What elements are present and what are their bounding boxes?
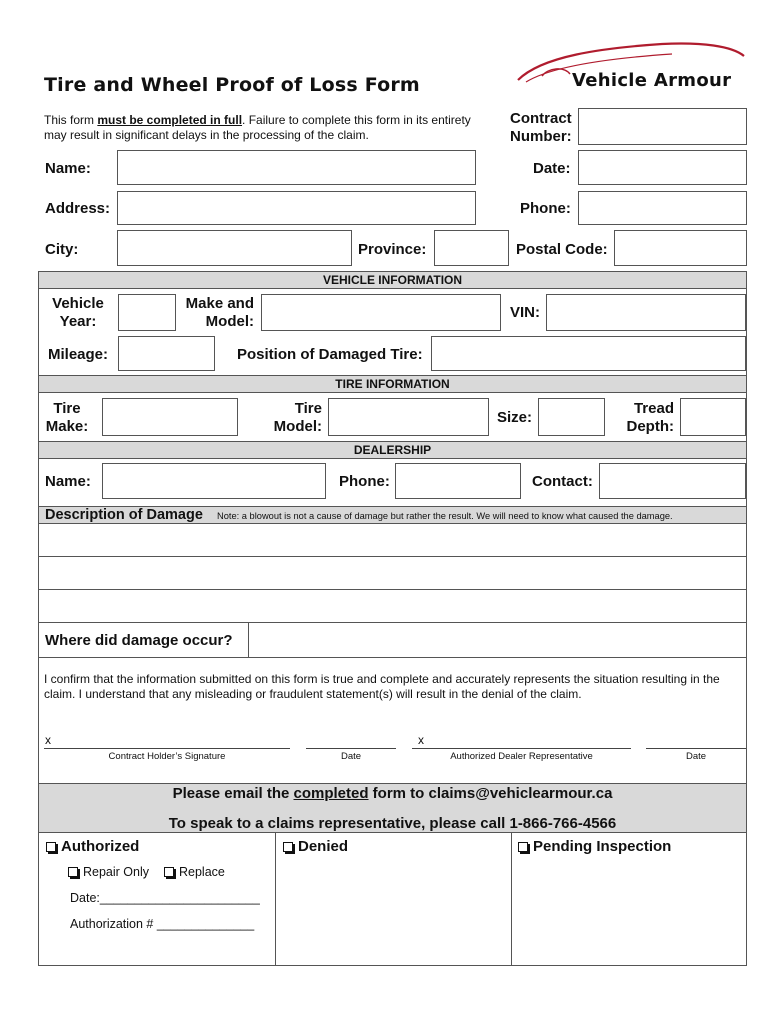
dealer-name-input[interactable] (102, 463, 326, 499)
vehicle-year-label: Vehicle Year: (52, 295, 104, 330)
size-input[interactable] (538, 398, 605, 436)
x-mark-holder: x (45, 733, 51, 747)
damage-line-3[interactable] (38, 589, 747, 623)
phone-instruction: To speak to a claims representative, please call 1-866-766-4566 (168, 815, 617, 832)
postal-code-label: Postal Code: (516, 241, 608, 258)
make-model-input[interactable] (261, 294, 501, 331)
damage-line-1[interactable] (38, 523, 747, 557)
x-mark-dealer: x (418, 733, 424, 747)
contract-number-input[interactable] (578, 108, 747, 145)
checkbox-icon[interactable] (283, 842, 293, 852)
date-input[interactable] (578, 150, 747, 185)
authorization-date-field[interactable]: Date:_______________________ (70, 891, 260, 905)
contact-banner (38, 783, 747, 833)
tire-make-input[interactable] (102, 398, 238, 436)
damage-line-2[interactable] (38, 556, 747, 590)
where-damage-label: Where did damage occur? (45, 632, 233, 649)
make-model-label: Make and Model: (185, 295, 254, 330)
dealer-name-label: Name: (45, 473, 91, 490)
denied-option[interactable]: Denied (283, 838, 348, 856)
vehicle-section-header: VEHICLE INFORMATION (38, 271, 747, 289)
intro-emphasis: must be completed in full (97, 113, 243, 127)
dealer-signature-line[interactable] (412, 748, 631, 749)
date-line-1[interactable] (306, 748, 396, 749)
tire-position-input[interactable] (431, 336, 746, 371)
replace-option[interactable]: Replace (164, 865, 225, 879)
tread-depth-input[interactable] (680, 398, 746, 436)
tire-position-label: Position of Damaged Tire: (237, 346, 423, 363)
authorized-option[interactable]: Authorized (46, 838, 139, 856)
name-label: Name: (45, 160, 91, 177)
tire-section-header: TIRE INFORMATION (38, 375, 747, 393)
tire-make-label: Tire Make: (45, 400, 89, 435)
tire-model-label: Tire Model: (273, 400, 322, 435)
postal-code-input[interactable] (614, 230, 747, 266)
logo (512, 36, 748, 98)
date-label: Date: (533, 160, 571, 177)
mileage-label: Mileage: (48, 346, 109, 363)
tire-model-input[interactable] (328, 398, 489, 436)
vin-label: VIN: (510, 304, 540, 321)
province-label: Province: (358, 241, 427, 258)
holder-signature-caption: Contract Holder’s Signature (108, 751, 226, 762)
vin-input[interactable] (546, 294, 746, 331)
phone-input[interactable] (578, 191, 747, 225)
vehicle-year-input[interactable] (118, 294, 176, 331)
date-line-2[interactable] (646, 748, 746, 749)
page-title: Tire and Wheel Proof of Loss Form (44, 74, 420, 96)
dealer-signature-caption: Authorized Dealer Representative (450, 751, 593, 762)
intro-text: This form must be completed in full. Failure to complete this form in its entirety may result in significant delays in the processing of the claim. (44, 113, 471, 142)
contract-number-label: Contract Number: (510, 110, 572, 145)
repair-only-option[interactable]: Repair Only (68, 865, 149, 879)
date-caption-2: Date (685, 751, 707, 762)
tread-depth-label: Tread Depth: (626, 400, 674, 435)
date-caption-1: Date (340, 751, 362, 762)
where-damage-input[interactable] (248, 622, 747, 658)
confirmation-text: I confirm that the information submitted on this form is true and complete and accurately represents the situation resulting in the claim. I understand that any misleading or fraudulent statement(s) will result in the denial of the claim. (44, 672, 720, 701)
checkbox-icon[interactable] (68, 867, 78, 877)
checkbox-icon[interactable] (46, 842, 56, 852)
authorization-number-field[interactable]: Authorization # ______________ (70, 917, 255, 931)
size-label: Size: (497, 409, 533, 426)
dealership-section-header: DEALERSHIP (38, 441, 747, 459)
city-input[interactable] (117, 230, 352, 266)
dealer-phone-input[interactable] (395, 463, 521, 499)
email-emphasis: completed (293, 785, 369, 802)
name-input[interactable] (117, 150, 476, 185)
dealer-contact-input[interactable] (599, 463, 746, 499)
damage-note: Note: a blowout is not a cause of damage but rather the result. We will need to know what caused the damage. (217, 511, 673, 521)
checkbox-icon[interactable] (164, 867, 174, 877)
dealer-contact-label: Contact: (532, 473, 593, 490)
address-input[interactable] (117, 191, 476, 225)
phone-label: Phone: (520, 200, 571, 217)
damage-title: Description of Damage (45, 507, 203, 523)
damage-header (38, 506, 747, 524)
city-label: City: (45, 241, 79, 258)
holder-signature-line[interactable] (44, 748, 290, 749)
logo-text: Vehicle Armour (572, 70, 732, 91)
checkbox-icon[interactable] (518, 842, 528, 852)
email-instruction: Please email the completed form to claims@vehiclearmour.ca (172, 785, 613, 802)
dealer-phone-label: Phone: (339, 473, 390, 490)
province-input[interactable] (434, 230, 509, 266)
mileage-input[interactable] (118, 336, 215, 371)
pending-inspection-option[interactable]: Pending Inspection (518, 838, 671, 856)
address-label: Address: (45, 200, 111, 217)
